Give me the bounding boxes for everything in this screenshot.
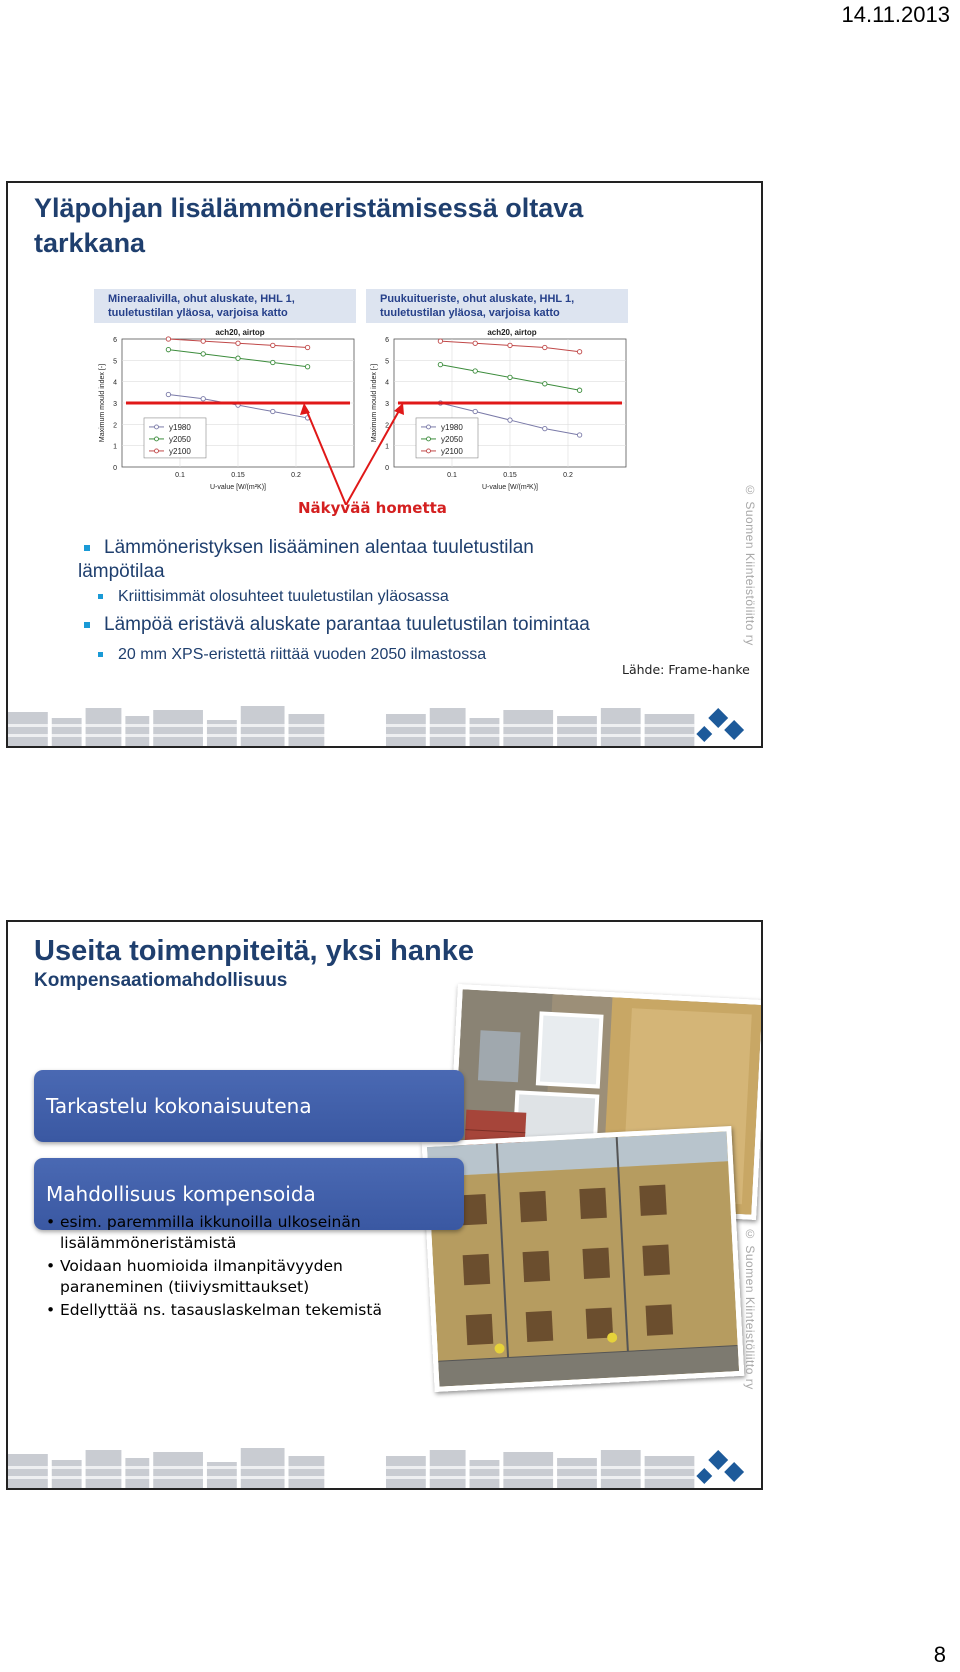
chart-legend-marker	[427, 449, 431, 453]
chart-x-tick-label: 0.1	[175, 472, 185, 479]
chart-y-tick-label: 6	[113, 337, 117, 344]
chart-title-line-2: tuuletustilan yläosa, varjoisa katto	[108, 307, 288, 319]
bullet-square-icon	[98, 652, 103, 657]
charts-panel	[94, 289, 630, 505]
chart-point-y1980	[271, 409, 275, 413]
chart-point-y2050	[305, 365, 309, 369]
slide-2-bullets	[46, 1212, 426, 1323]
chart-y-tick-label: 2	[113, 422, 117, 430]
slide-2	[6, 920, 763, 1490]
chart-y-tick-label: 3	[385, 401, 389, 408]
chart-y-tick-label: 4	[113, 379, 117, 387]
chart-point-y2050	[508, 375, 512, 379]
chart-x-tick-label: 0.1	[447, 472, 457, 479]
chart-y-tick-label: 5	[385, 358, 389, 366]
chart-x-tick-label: 0.15	[503, 472, 517, 479]
chart-legend-marker	[155, 449, 159, 453]
list-item: • Edellyttää ns. tasauslaskelman tekemistä	[46, 1300, 426, 1321]
chart-point-y2050	[438, 362, 442, 366]
chart-legend-marker	[155, 437, 159, 441]
chart-subtitle: ach20, airtop	[487, 328, 537, 337]
chart-y-axis-label: Maximum mould index [-]	[99, 363, 106, 443]
bullet-square-icon	[98, 594, 103, 599]
slide-1-title: Yläpohjan lisälämmöneristämisessä oltava tarkkana	[34, 193, 584, 258]
chart-point-y2050	[543, 382, 547, 386]
chart-x-tick-label: 0.2	[563, 472, 573, 479]
photo-facade-insulation	[422, 1126, 745, 1392]
chart-legend-label: y1980	[169, 422, 191, 432]
watermark-text: © Suomen Kiinteistöliitto ry	[743, 483, 757, 646]
chart-x-axis-label: U-value [W/(m²K)]	[482, 484, 538, 491]
chart-point-y1980	[577, 433, 581, 437]
chart-point-y2100	[305, 345, 309, 349]
chart-x-tick-label: 0.2	[291, 472, 301, 479]
chart-point-y2050	[166, 347, 170, 351]
slide-2-title: Useita toimenpiteitä, yksi hanke	[34, 935, 474, 967]
chart-y-tick-label: 0	[113, 465, 117, 472]
box-kompensoida: Mahdollisuus kompensoida	[34, 1158, 464, 1230]
skyline-footer-image	[8, 700, 761, 746]
chart-point-y2050	[577, 388, 581, 392]
chart-legend-marker	[155, 425, 159, 429]
chart-point-y2050	[271, 360, 275, 364]
chart-y-tick-label: 1	[385, 443, 389, 451]
chart-y-tick-label: 2	[385, 422, 389, 430]
chart-point-y1980	[166, 392, 170, 396]
chart-y-tick-label: 3	[113, 401, 117, 408]
facade-insulation-image	[427, 1131, 739, 1386]
bullet-3: Lämpöä eristävä aluskate parantaa tuuletustilan toimintaa	[78, 613, 678, 637]
chart-point-y2100	[543, 345, 547, 349]
chart-y-tick-label: 4	[385, 379, 389, 387]
mould-annotation: Näkyvää hometta	[298, 499, 447, 517]
chart-point-y1980	[543, 426, 547, 430]
chart-legend-label: y2050	[441, 434, 463, 444]
chart-point-y2100	[166, 337, 170, 341]
skyline-footer-image	[8, 1442, 761, 1488]
chart-x-axis-label: U-value [W/(m²K)]	[210, 484, 266, 491]
chart-title-line-2: tuuletustilan yläosa, varjoisa katto	[380, 307, 560, 319]
chart-y-tick-label: 5	[113, 358, 117, 366]
slide-2-subtitle: Kompensaatiomahdollisuus	[34, 970, 288, 991]
chart-point-y2100	[473, 341, 477, 345]
slide-1	[6, 181, 763, 748]
header-date: 14.11.2013	[841, 2, 950, 27]
bullet-4: 20 mm XPS-eristettä riittää vuoden 2050 ilmastossa	[98, 645, 598, 665]
chart-point-y2100	[201, 339, 205, 343]
bullet-square-icon	[84, 622, 90, 628]
chart-legend-label: y2050	[169, 434, 191, 444]
chart-point-y1980	[508, 418, 512, 422]
chart-legend-marker	[427, 425, 431, 429]
chart-point-y2100	[271, 343, 275, 347]
chart-y-tick-label: 6	[385, 337, 389, 344]
page-number: 8	[933, 1642, 946, 1667]
chart-y-tick-label: 0	[385, 465, 389, 472]
chart-point-y2100	[508, 343, 512, 347]
chart-x-tick-label: 0.15	[231, 472, 245, 479]
chart-legend-label: y2100	[441, 446, 463, 456]
chart-point-y2050	[236, 356, 240, 360]
source-text: Lähde: Frame-hanke	[622, 662, 750, 677]
chart-y-axis-label: Maximum mould index [-]	[371, 363, 378, 443]
chart-point-y2050	[201, 352, 205, 356]
bullet-2: Kriittisimmät olosuhteet tuuletustilan yläosassa	[98, 587, 598, 607]
chart-y-tick-label: 1	[113, 443, 117, 451]
mould-index-charts	[94, 289, 630, 505]
list-item: • Voidaan huomioida ilmanpitävyyden paraneminen (tiiviysmittaukset)	[46, 1256, 426, 1298]
chart-point-y2050	[473, 369, 477, 373]
chart-point-y1980	[201, 397, 205, 401]
chart-point-y2100	[236, 341, 240, 345]
chart-point-y1980	[473, 409, 477, 413]
list-item: • esim. paremmilla ikkunoilla ulkoseinän lisälämmöneristämistä	[46, 1212, 426, 1254]
bullet-square-icon	[84, 545, 90, 551]
box-tarkastelu: Tarkastelu kokonaisuutena	[34, 1070, 464, 1142]
chart-title-line-1: Mineraalivilla, ohut aluskate, HHL 1,	[108, 293, 295, 305]
chart-point-y2100	[438, 339, 442, 343]
chart-legend-label: y1980	[441, 422, 463, 432]
chart-legend-marker	[427, 437, 431, 441]
chart-point-y2100	[577, 350, 581, 354]
watermark-text: © Suomen Kiinteistöliitto ry	[743, 1227, 757, 1390]
chart-title-line-1: Puukuitueriste, ohut aluskate, HHL 1,	[380, 293, 575, 305]
bullet-1: Lämmöneristyksen lisääminen alentaa tuuletustilan lämpötilaa	[78, 537, 534, 582]
chart-legend-label: y2100	[169, 446, 191, 456]
chart-subtitle: ach20, airtop	[215, 328, 265, 337]
